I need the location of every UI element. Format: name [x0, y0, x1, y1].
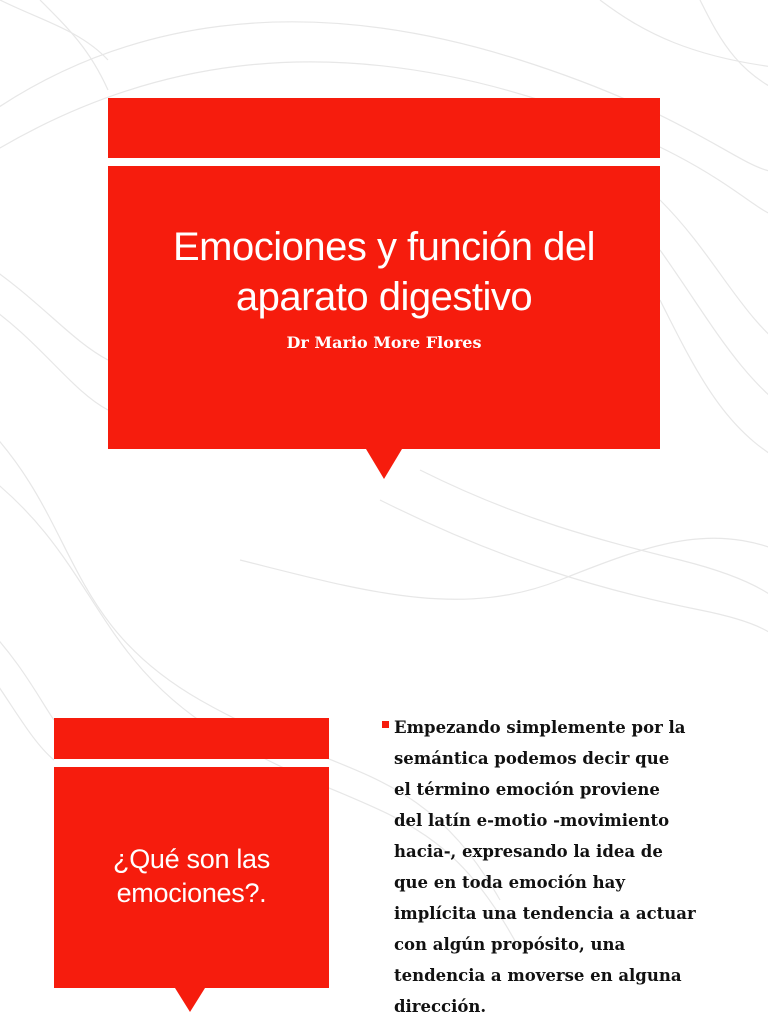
bullet-list — [378, 712, 718, 1022]
slide-subtitle-author: Dr Mario More Flores — [286, 333, 482, 352]
question-slide-pointer — [175, 988, 205, 1012]
square-bullet-icon — [382, 721, 389, 728]
title-slide-top-bar — [108, 98, 660, 158]
bullet-item-text: Empezando simplemente por la semántica podemos decir que el término emoción proviene del latín e-motio -movimiento hacia-, expresando la idea de que en toda emoción hay implícita una tendencia a actuar con algún propósito, una tendencia a moverse en alguna dirección. — [394, 718, 696, 1016]
question-heading: ¿Qué son las emociones?. — [113, 844, 270, 908]
question-slide-top-bar — [54, 718, 329, 759]
title-slide-pointer — [366, 449, 402, 479]
slide-title: Emociones y función del aparato digestivo — [172, 225, 596, 319]
